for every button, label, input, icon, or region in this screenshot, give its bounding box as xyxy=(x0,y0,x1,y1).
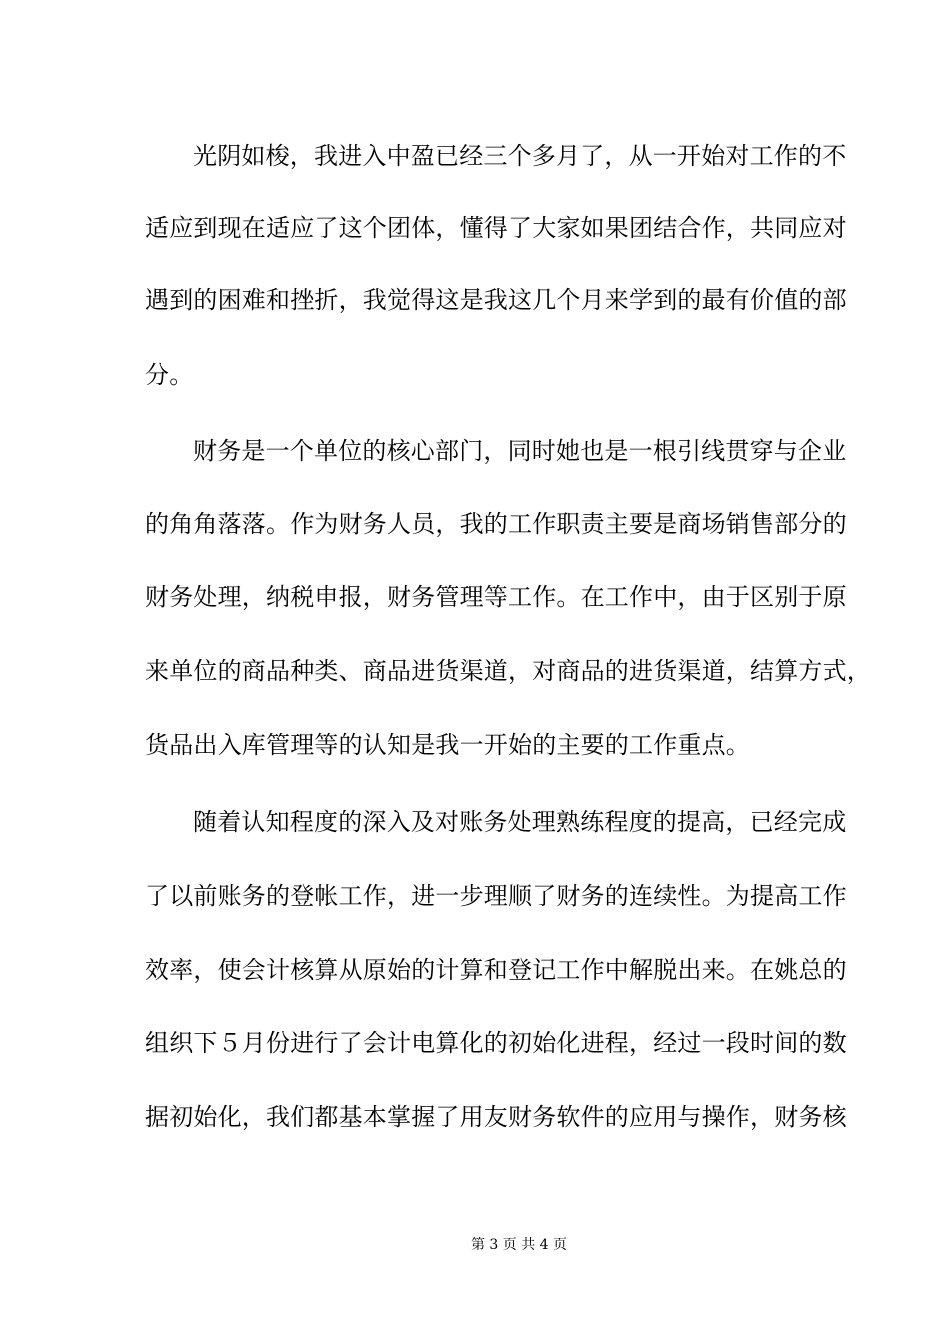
paragraph-2-line-3: 财务处理，纳税申报，财务管理等工作。在工作中，由于区别于原 xyxy=(145,583,847,611)
paragraph-1-line-1: 光阴如梭，我进入中盈已经三个多月了，从一开始对工作的不 xyxy=(193,142,847,170)
paragraph-3-line-1: 随着认知程度的深入及对账务处理熟练程度的提高，已经完成 xyxy=(193,808,847,836)
paragraph-3-line-4: 组织下５月份进行了会计电算化的初始化进程，经过一段时间的数 xyxy=(145,1029,847,1057)
paragraph-3-line-5: 据初始化，我们都基本掌握了用友财务软件的应用与操作，财务核 xyxy=(145,1103,847,1131)
paragraph-2-line-5: 货品出入库管理等的认知是我一开始的主要的工作重点。 xyxy=(145,731,750,759)
paragraph-3-line-3: 效率，使会计核算从原始的计算和登记工作中解脱出来。在姚总的 xyxy=(145,956,847,984)
paragraph-1-line-3: 遇到的困难和挫折，我觉得这是我这几个月来学到的最有价值的部 xyxy=(145,286,847,314)
paragraph-3-line-2: 了以前账务的登帐工作，进一步理顺了财务的连续性。为提高工作 xyxy=(145,882,847,910)
paragraph-2-line-1: 财务是一个单位的核心部门，同时她也是一根引线贯穿与企业 xyxy=(193,437,847,465)
page-number-label: 第 3 页 共 4 页 xyxy=(470,1237,568,1253)
paragraph-2-line-2: 的角角落落。作为财务人员，我的工作职责主要是商场销售部分的 xyxy=(145,510,847,538)
paragraph-1-line-4: 分。 xyxy=(145,361,194,389)
paragraph-1-line-2: 适应到现在适应了这个团体，懂得了大家如果团结合作，共同应对 xyxy=(145,214,847,242)
paragraph-2-line-4: 来单位的商品种类、商品进货渠道，对商品的进货渠道，结算方式， xyxy=(145,657,871,685)
page-footer xyxy=(0,1236,950,1254)
